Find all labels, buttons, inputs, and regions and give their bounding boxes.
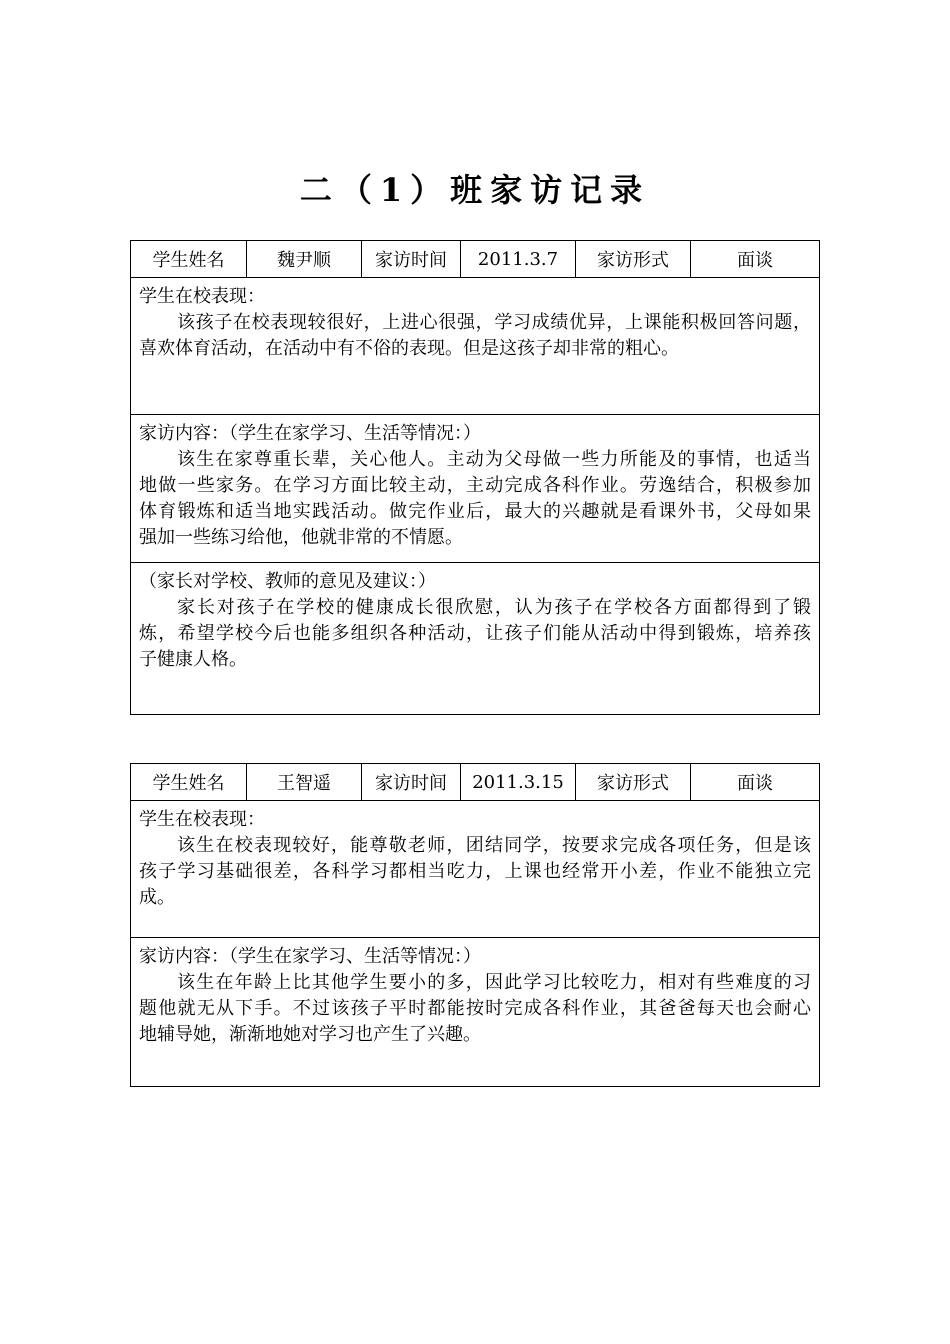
section-text-line: 喜欢体育活动，在活动中有不俗的表现。但是这孩子却非常的粗心。 [139,338,679,359]
visit-form-label: 家访形式 [576,241,691,277]
visit-form-label: 家访形式 [576,764,691,800]
record-section [131,415,819,563]
student-name: 魏尹顺 [247,241,362,277]
section-text-line: 成。 [139,887,175,908]
section-heading: 家访内容：（学生在家学习、生活等情况：） [139,423,481,444]
visit-form: 面谈 [737,250,773,271]
visit-form: 面谈 [737,773,773,794]
section-text-line: 炼，希望学校今后也能多组织各种活动，让孩子们能从活动中得到锻炼，培养孩 [139,623,811,644]
section-heading: 家访内容：（学生在家学习、生活等情况：） [139,946,481,967]
student-name: 王智遥 [247,764,362,800]
visit-time: 2011.3.7 [461,241,576,277]
record-section [131,801,819,938]
record-section [131,563,819,714]
section-heading: 学生在校表现： [139,809,265,830]
section-text-line: 强加一些练习给他，他就非常的不情愿。 [139,527,463,548]
visit-record-table-1 [130,240,820,715]
record-header-row [131,241,819,278]
section-text-line: 该生在家尊重长辈，关心他人。主动为父母做一些力所能及的事情，也适当 [177,449,811,470]
section-heading: 学生在校表现： [139,286,265,307]
visit-time: 2011.3.15 [461,764,576,800]
record-header-row [131,764,819,801]
section-text-line: 该生在校表现较好，能尊敬老师，团结同学，按要求完成各项任务，但是该 [177,835,811,856]
visit-record-table-2 [130,763,820,1087]
section-text-line: 体育锻炼和适当地实践活动。做完作业后，最大的兴趣就是看课外书，父母如果 [139,501,811,522]
section-text-line: 家长对孩子在学校的健康成长很欣慰，认为孩子在学校各方面都得到了锻 [177,597,811,618]
name-label: 学生姓名 [131,241,247,277]
visit-time-label: 家访时间 [362,764,461,800]
section-text-line: 地辅导她，渐渐地她对学习也产生了兴趣。 [139,1024,481,1045]
page-title: 二（1）班家访记录 [299,171,651,209]
section-heading: （家长对学校、教师的意见及建议：） [139,571,436,592]
visit-time-label: 家访时间 [362,241,461,277]
record-section [131,278,819,415]
section-text-line: 该生在年龄上比其他学生要小的多，因此学习比较吃力，相对有些难度的习 [177,972,811,993]
section-text-line: 该孩子在校表现较很好，上进心很强，学习成绩优异，上课能积极回答问题， [177,312,811,333]
name-label: 学生姓名 [131,764,247,800]
section-text-line: 子健康人格。 [139,649,247,670]
section-text-line: 题他就无从下手。不过该孩子平时都能按时完成各科作业，其爸爸每天也会耐心 [139,998,811,1019]
record-section [131,938,819,1086]
section-text-line: 地做一些家务。在学习方面比较主动，主动完成各科作业。劳逸结合，积极参加 [139,475,811,496]
section-text-line: 孩子学习基础很差，各科学习都相当吃力，上课也经常开小差，作业不能独立完 [139,861,811,882]
